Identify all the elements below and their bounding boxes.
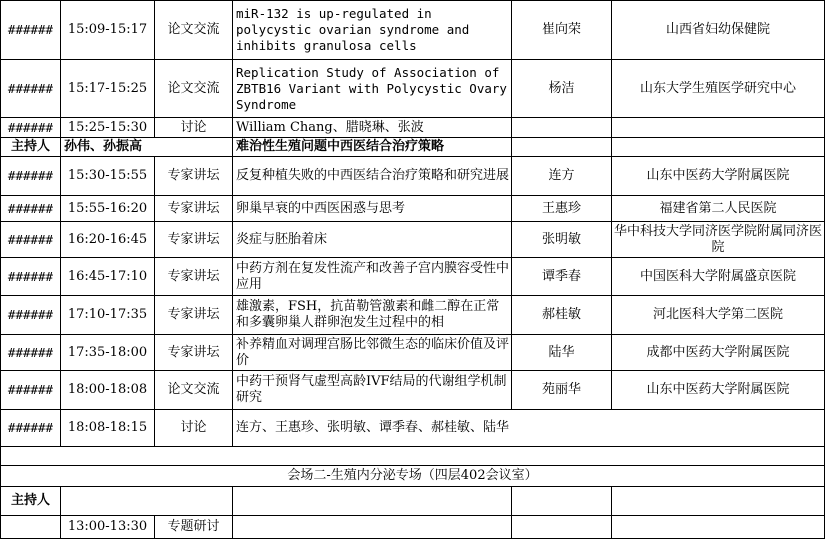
time-cell-text: 18:00-18:08 — [67, 382, 148, 397]
organization-cell-text: 中国医科大学附属盛京医院 — [639, 268, 796, 284]
session-type-cell — [155, 516, 233, 539]
speaker-cell-text: 连方 — [548, 168, 575, 183]
date-cell-text: ###### — [7, 119, 54, 135]
session-type-cell-text: 讨论 — [180, 119, 207, 135]
organization-cell-text: 山东中医药大学附属医院 — [646, 168, 790, 183]
talk-title-cell-text: 中药方剂在复发性流产和改善子宫内膜容受性中应用 — [236, 260, 510, 292]
session-type-cell — [155, 335, 233, 371]
date-cell-text: ###### — [7, 382, 54, 397]
session-title-cell-text: 难治性生殖问题中西医结合治疗策略 — [236, 139, 445, 154]
session-type-cell-text: 讨论 — [180, 420, 207, 435]
organization-cell — [612, 516, 825, 539]
talk-title-cell-text: 雄激素，FSH，抗苗勒管激素和雌二醇在正常和多囊卵巢人群卵泡发生过程中的相 — [236, 299, 500, 330]
session-type-cell — [155, 222, 233, 258]
speaker-cell — [512, 335, 612, 371]
date-cell — [0, 196, 61, 222]
session-type-cell-text: 专家讲坛 — [167, 200, 220, 216]
empty-cell — [612, 138, 825, 157]
session-type-cell — [155, 118, 233, 138]
blank-row — [0, 447, 825, 466]
date-cell — [0, 157, 61, 196]
talk-title-cell-text: 反复种植失败的中西医结合治疗策略和研究进展 — [236, 168, 510, 183]
organization-cell — [612, 157, 825, 196]
talk-title-cell-text: 补养精血对调理宫肠比邻微生态的临床价值及评价 — [236, 336, 510, 368]
speaker-cell-text: 谭季春 — [541, 268, 581, 284]
talk-title-cell-text: 卵巢早衰的中西医困惑与思考 — [236, 200, 406, 216]
organization-cell — [612, 371, 825, 410]
venue-title-cell — [0, 466, 825, 487]
session-type-cell-text: 论文交流 — [167, 382, 220, 397]
organization-cell — [612, 196, 825, 222]
speaker-cell-text: 陆华 — [548, 344, 575, 360]
session-type-cell-text: 专家讲坛 — [167, 168, 220, 183]
organization-cell-text: 华中科技大学同济医学院附属同济医院 — [613, 223, 822, 255]
date-cell — [0, 335, 61, 371]
organization-cell — [612, 60, 825, 118]
host-label-cell — [0, 138, 61, 157]
date-cell — [0, 516, 61, 539]
organization-cell-text: 山西省妇幼保健院 — [665, 22, 770, 37]
date-cell — [0, 296, 61, 335]
talk-title-cell — [233, 157, 512, 196]
host-label-cell — [0, 487, 61, 516]
speaker-cell — [512, 157, 612, 196]
date-cell — [0, 410, 61, 447]
empty-cell — [61, 487, 233, 516]
time-cell — [61, 258, 155, 296]
organization-cell-text: 福建省第二人民医院 — [659, 200, 777, 216]
time-cell-text: 15:30-15:55 — [67, 168, 148, 183]
talk-title-cell — [233, 222, 512, 258]
date-cell — [0, 0, 61, 60]
speaker-cell-text: 杨洁 — [548, 80, 575, 96]
speaker-cell — [512, 118, 612, 138]
organization-cell-text: 河北医科大学第二医院 — [652, 307, 783, 322]
speaker-cell-text: 张明敏 — [541, 231, 581, 247]
speaker-cell — [512, 196, 612, 222]
organization-cell — [612, 0, 825, 60]
organization-cell-text: 山东大学生殖医学研究中心 — [639, 80, 796, 96]
organization-cell — [612, 258, 825, 296]
date-cell-text: ###### — [7, 22, 54, 37]
time-cell — [61, 118, 155, 138]
talk-title-cell-text: miR-132 is up-regulated in polycystic ovarian syndrome and inhibits granulosa cells — [236, 6, 470, 53]
organization-cell-text: 成都中医药大学附属医院 — [646, 344, 790, 360]
time-cell — [61, 410, 155, 447]
date-cell-text: ###### — [7, 307, 54, 322]
session-type-cell — [155, 258, 233, 296]
date-cell-text: ###### — [7, 168, 54, 183]
host-label-cell-text: 主持人 — [10, 139, 50, 154]
session-type-cell — [155, 157, 233, 196]
time-cell — [61, 0, 155, 60]
time-cell-text: 17:10-17:35 — [67, 307, 148, 322]
time-cell — [61, 60, 155, 118]
date-cell — [0, 258, 61, 296]
discussion-participants-cell — [233, 410, 825, 447]
session-type-cell-text: 论文交流 — [167, 80, 220, 96]
time-cell — [61, 335, 155, 371]
host-label-cell-text: 主持人 — [10, 493, 50, 508]
time-cell — [61, 516, 155, 539]
speaker-cell — [512, 371, 612, 410]
session-type-cell-text: 专家讲坛 — [167, 307, 220, 322]
speaker-cell — [512, 296, 612, 335]
talk-title-cell-text: Replication Study of Association of ZBTB16 Variant with Polycystic Ovary Syndrome — [236, 64, 507, 112]
speaker-cell-text: 苑丽华 — [541, 382, 581, 397]
talk-title-cell — [233, 335, 512, 371]
session-type-cell-text: 专家讲坛 — [167, 344, 220, 360]
empty-cell — [512, 138, 612, 157]
organization-cell — [612, 118, 825, 138]
time-cell-text: 15:25-15:30 — [67, 119, 148, 135]
time-cell — [61, 157, 155, 196]
speaker-cell — [512, 0, 612, 60]
date-cell-text: ###### — [7, 80, 54, 96]
speaker-cell-text: 王惠珍 — [541, 200, 581, 216]
speaker-cell — [512, 258, 612, 296]
speaker-cell-text: 郝桂敏 — [541, 307, 581, 322]
talk-title-cell — [233, 0, 512, 60]
host-names-cell-text: 孙伟、孙振高 — [64, 139, 143, 154]
session-title-cell — [233, 138, 512, 157]
time-cell — [61, 196, 155, 222]
organization-cell — [612, 335, 825, 371]
talk-title-cell-text: 炎症与胚胎着床 — [236, 231, 328, 247]
talk-title-cell-text: William Chang、腊晓琳、张波 — [236, 119, 424, 135]
empty-cell — [612, 487, 825, 516]
session-type-cell — [155, 371, 233, 410]
time-cell-text: 18:08-18:15 — [67, 420, 148, 435]
talk-title-cell — [233, 371, 512, 410]
session-type-cell — [155, 0, 233, 60]
discussion-participants-cell-text: 连方、王惠珍、张明敏、谭季春、郝桂敏、陆华 — [236, 420, 510, 435]
session-type-cell-text: 论文交流 — [167, 22, 220, 37]
host-names-cell — [61, 138, 233, 157]
time-cell-text: 16:45-17:10 — [67, 268, 148, 284]
session-type-cell-text: 专家讲坛 — [167, 231, 220, 247]
organization-cell-text: 山东中医药大学附属医院 — [646, 382, 790, 397]
talk-title-cell-text: 中药干预肾气虚型高龄IVF结局的代谢组学机制研究 — [236, 374, 507, 405]
time-cell — [61, 222, 155, 258]
time-cell — [61, 296, 155, 335]
session-type-cell-text: 专题研讨 — [167, 519, 220, 534]
session-type-cell-text: 专家讲坛 — [167, 268, 220, 284]
speaker-cell — [512, 222, 612, 258]
empty-cell — [233, 487, 512, 516]
talk-title-cell — [233, 516, 512, 539]
session-type-cell — [155, 60, 233, 118]
talk-title-cell — [233, 60, 512, 118]
time-cell-text: 15:09-15:17 — [67, 22, 148, 37]
date-cell-text: ###### — [7, 268, 54, 284]
talk-title-cell — [233, 258, 512, 296]
time-cell — [61, 371, 155, 410]
speaker-cell — [512, 60, 612, 118]
talk-title-cell — [233, 296, 512, 335]
organization-cell — [612, 222, 825, 258]
date-cell-text: ###### — [7, 200, 54, 216]
session-type-cell — [155, 196, 233, 222]
empty-cell — [512, 487, 612, 516]
speaker-cell — [512, 516, 612, 539]
session-type-cell — [155, 296, 233, 335]
date-cell — [0, 60, 61, 118]
date-cell-text: ###### — [7, 344, 54, 360]
venue-title-cell-text: 会场二-生殖内分泌专场（四层402会议室） — [287, 468, 538, 483]
date-cell — [0, 118, 61, 138]
date-cell — [0, 371, 61, 410]
session-type-cell — [155, 410, 233, 447]
time-cell-text: 15:55-16:20 — [67, 200, 148, 216]
date-cell-text: ###### — [7, 420, 54, 435]
talk-title-cell — [233, 118, 512, 138]
speaker-cell-text: 崔向荣 — [541, 22, 581, 37]
date-cell — [0, 222, 61, 258]
time-cell-text: 17:35-18:00 — [67, 344, 148, 360]
time-cell-text: 15:17-15:25 — [67, 80, 148, 96]
talk-title-cell — [233, 196, 512, 222]
time-cell-text: 16:20-16:45 — [67, 231, 148, 247]
time-cell-text: 13:00-13:30 — [67, 519, 148, 534]
date-cell-text: ###### — [7, 231, 54, 247]
organization-cell — [612, 296, 825, 335]
